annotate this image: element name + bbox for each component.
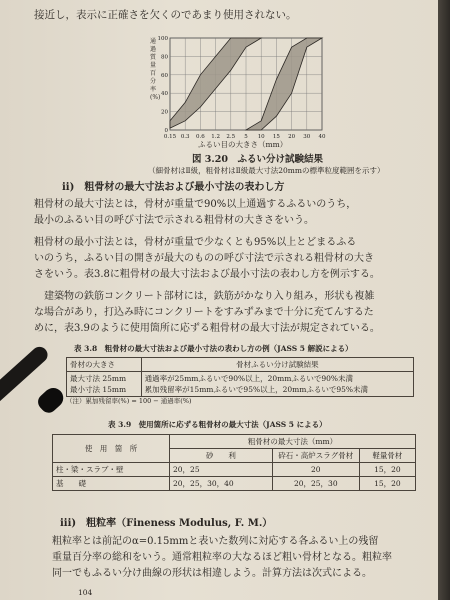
table39-caption: 表 3.9 使用箇所に応ずる粗骨材の最大寸法（JASS 5 による） — [108, 420, 327, 429]
table39-cell: 20，25，30，40 — [170, 477, 273, 491]
grading-band-2 — [246, 38, 322, 130]
x-tick-label: 5 — [244, 134, 248, 140]
para-line: さをいう。表3.8に粗骨材の最大寸法および最小寸法の表わし方を例示する。 — [34, 269, 380, 280]
para-line: いのうち，ふるい目の開きが最大のものの呼び寸法で示される粗骨材の大き — [34, 253, 374, 264]
x-tick-label: 0.6 — [196, 134, 205, 140]
y-tick-label: 20 — [161, 109, 168, 116]
table39-cell: 20，25，30 — [272, 477, 359, 491]
y-tick-label: 100 — [157, 36, 168, 42]
x-tick-label: 2.5 — [226, 134, 236, 140]
table39-cell: 15，20 — [359, 463, 415, 477]
figure-subcaption: （細骨材はⅡ級，粗骨材はⅡ級最大寸法20mmの標準粒度範囲を示す） — [148, 166, 385, 175]
table38-note: （注）累加残留率(%) = 100 − 通過率(%) — [66, 397, 192, 405]
table38-cell: 最大寸法 25mm 最小寸法 15mm — [67, 372, 142, 397]
y-tick-label: 40 — [161, 91, 168, 98]
y-tick-label: 60 — [161, 72, 168, 79]
y-ticks — [158, 36, 169, 134]
table-3-8 — [66, 357, 414, 397]
page-edge — [438, 0, 450, 600]
figure-caption: 図 3.20 ふるい分け試験結果 — [192, 154, 323, 165]
para-line: 粗骨材の最小寸法とは，骨材が重量で少なくとも95%以上とどまるふる — [34, 237, 357, 248]
y-tick-label: 0 — [164, 128, 168, 134]
para-line: めに，表3.9のように使用箇所に応ずる粗骨材の最大寸法が規定されている。 — [34, 323, 380, 334]
top-line: 接近し，表示に正確さを欠くのであまり使用されない。 — [34, 9, 297, 21]
para-line: 建築物の鉄筋コンクリート部材には，鉄筋がかなり入り組み，形状も複雑 — [44, 291, 375, 302]
table38-cell: 通過率が25mmふるいで90%以上，20mmふるいで90%未満 累加残留率が15mmふるいで95%以上，20mmふるいで95%未満 — [141, 372, 413, 397]
x-tick-label: 10 — [257, 134, 265, 140]
table38-caption: 表 3.8 粗骨材の最大寸法および最小寸法の表わし方の例（JASS 5 解説による） — [74, 344, 353, 353]
table39-header-group: 粗骨材の最大寸法（mm） — [170, 435, 416, 449]
x-tick-label: 20 — [288, 134, 296, 140]
x-tick-label: 0.3 — [180, 134, 190, 140]
table39-cell: 15，20 — [359, 477, 415, 491]
chart-ylabel: 通過質量百分率(%) — [150, 38, 161, 101]
section-iii-heading: iii) 粗粒率（Fineness Modulus, F. M.） — [60, 518, 273, 529]
x-tick-label: 15 — [272, 134, 280, 140]
table39-col: 砂 利 — [170, 449, 273, 463]
table-3-9 — [52, 434, 416, 491]
table38-header: 骨材ふるい分け試験結果 — [141, 358, 413, 372]
x-tick-label: 0.15 — [163, 134, 177, 140]
table39-col: 砕石・高炉スラグ骨材 — [272, 449, 359, 463]
x-tick-label: 30 — [303, 134, 311, 140]
table39-header-place: 使 用 箇 所 — [53, 435, 170, 463]
page-number: 104 — [78, 588, 93, 597]
table39-cell: 20，25 — [170, 463, 273, 477]
para-line: 粗粒率とは前記のα=0.15mmと表いた数列に対応する各ふるい上の残留 — [52, 536, 379, 547]
x-tick-label: 1.2 — [211, 134, 220, 140]
para-line: 同一でもふるい分け曲線の形状は相違しよう。計算方法は次式による。 — [52, 568, 372, 579]
section-ii-heading: ii) 粗骨材の最大寸法および最小寸法の表わし方 — [62, 182, 285, 193]
table39-cell: 20 — [272, 463, 359, 477]
table38-header: 骨材の大きさ — [67, 358, 142, 372]
para-line: 粗骨材の最大寸法とは，骨材が重量で90%以上通過するふるいのうち， — [34, 199, 357, 210]
table39-place: 基 礎 — [53, 477, 170, 491]
y-tick-label: 80 — [161, 54, 168, 61]
chart-xlabel: ふるい目の大きさ（mm） — [198, 140, 288, 149]
x-tick-label: 40 — [318, 134, 326, 140]
table39-col: 軽量骨材 — [359, 449, 415, 463]
table39-place: 柱・梁・スラブ・壁 — [53, 463, 170, 477]
para-line: 最小のふるい目の呼び寸法で示される粗骨材の大きさをいう。 — [34, 215, 314, 226]
sieve-chart — [150, 34, 330, 142]
para-line: 重量百分率の総和をいう。通常粗粒率の大なるほど粗い骨材となる。粗粒率 — [52, 552, 392, 563]
para-line: な場合があり，打込み時にコンクリートをすみずみまで十分に充てんするた — [34, 307, 374, 318]
